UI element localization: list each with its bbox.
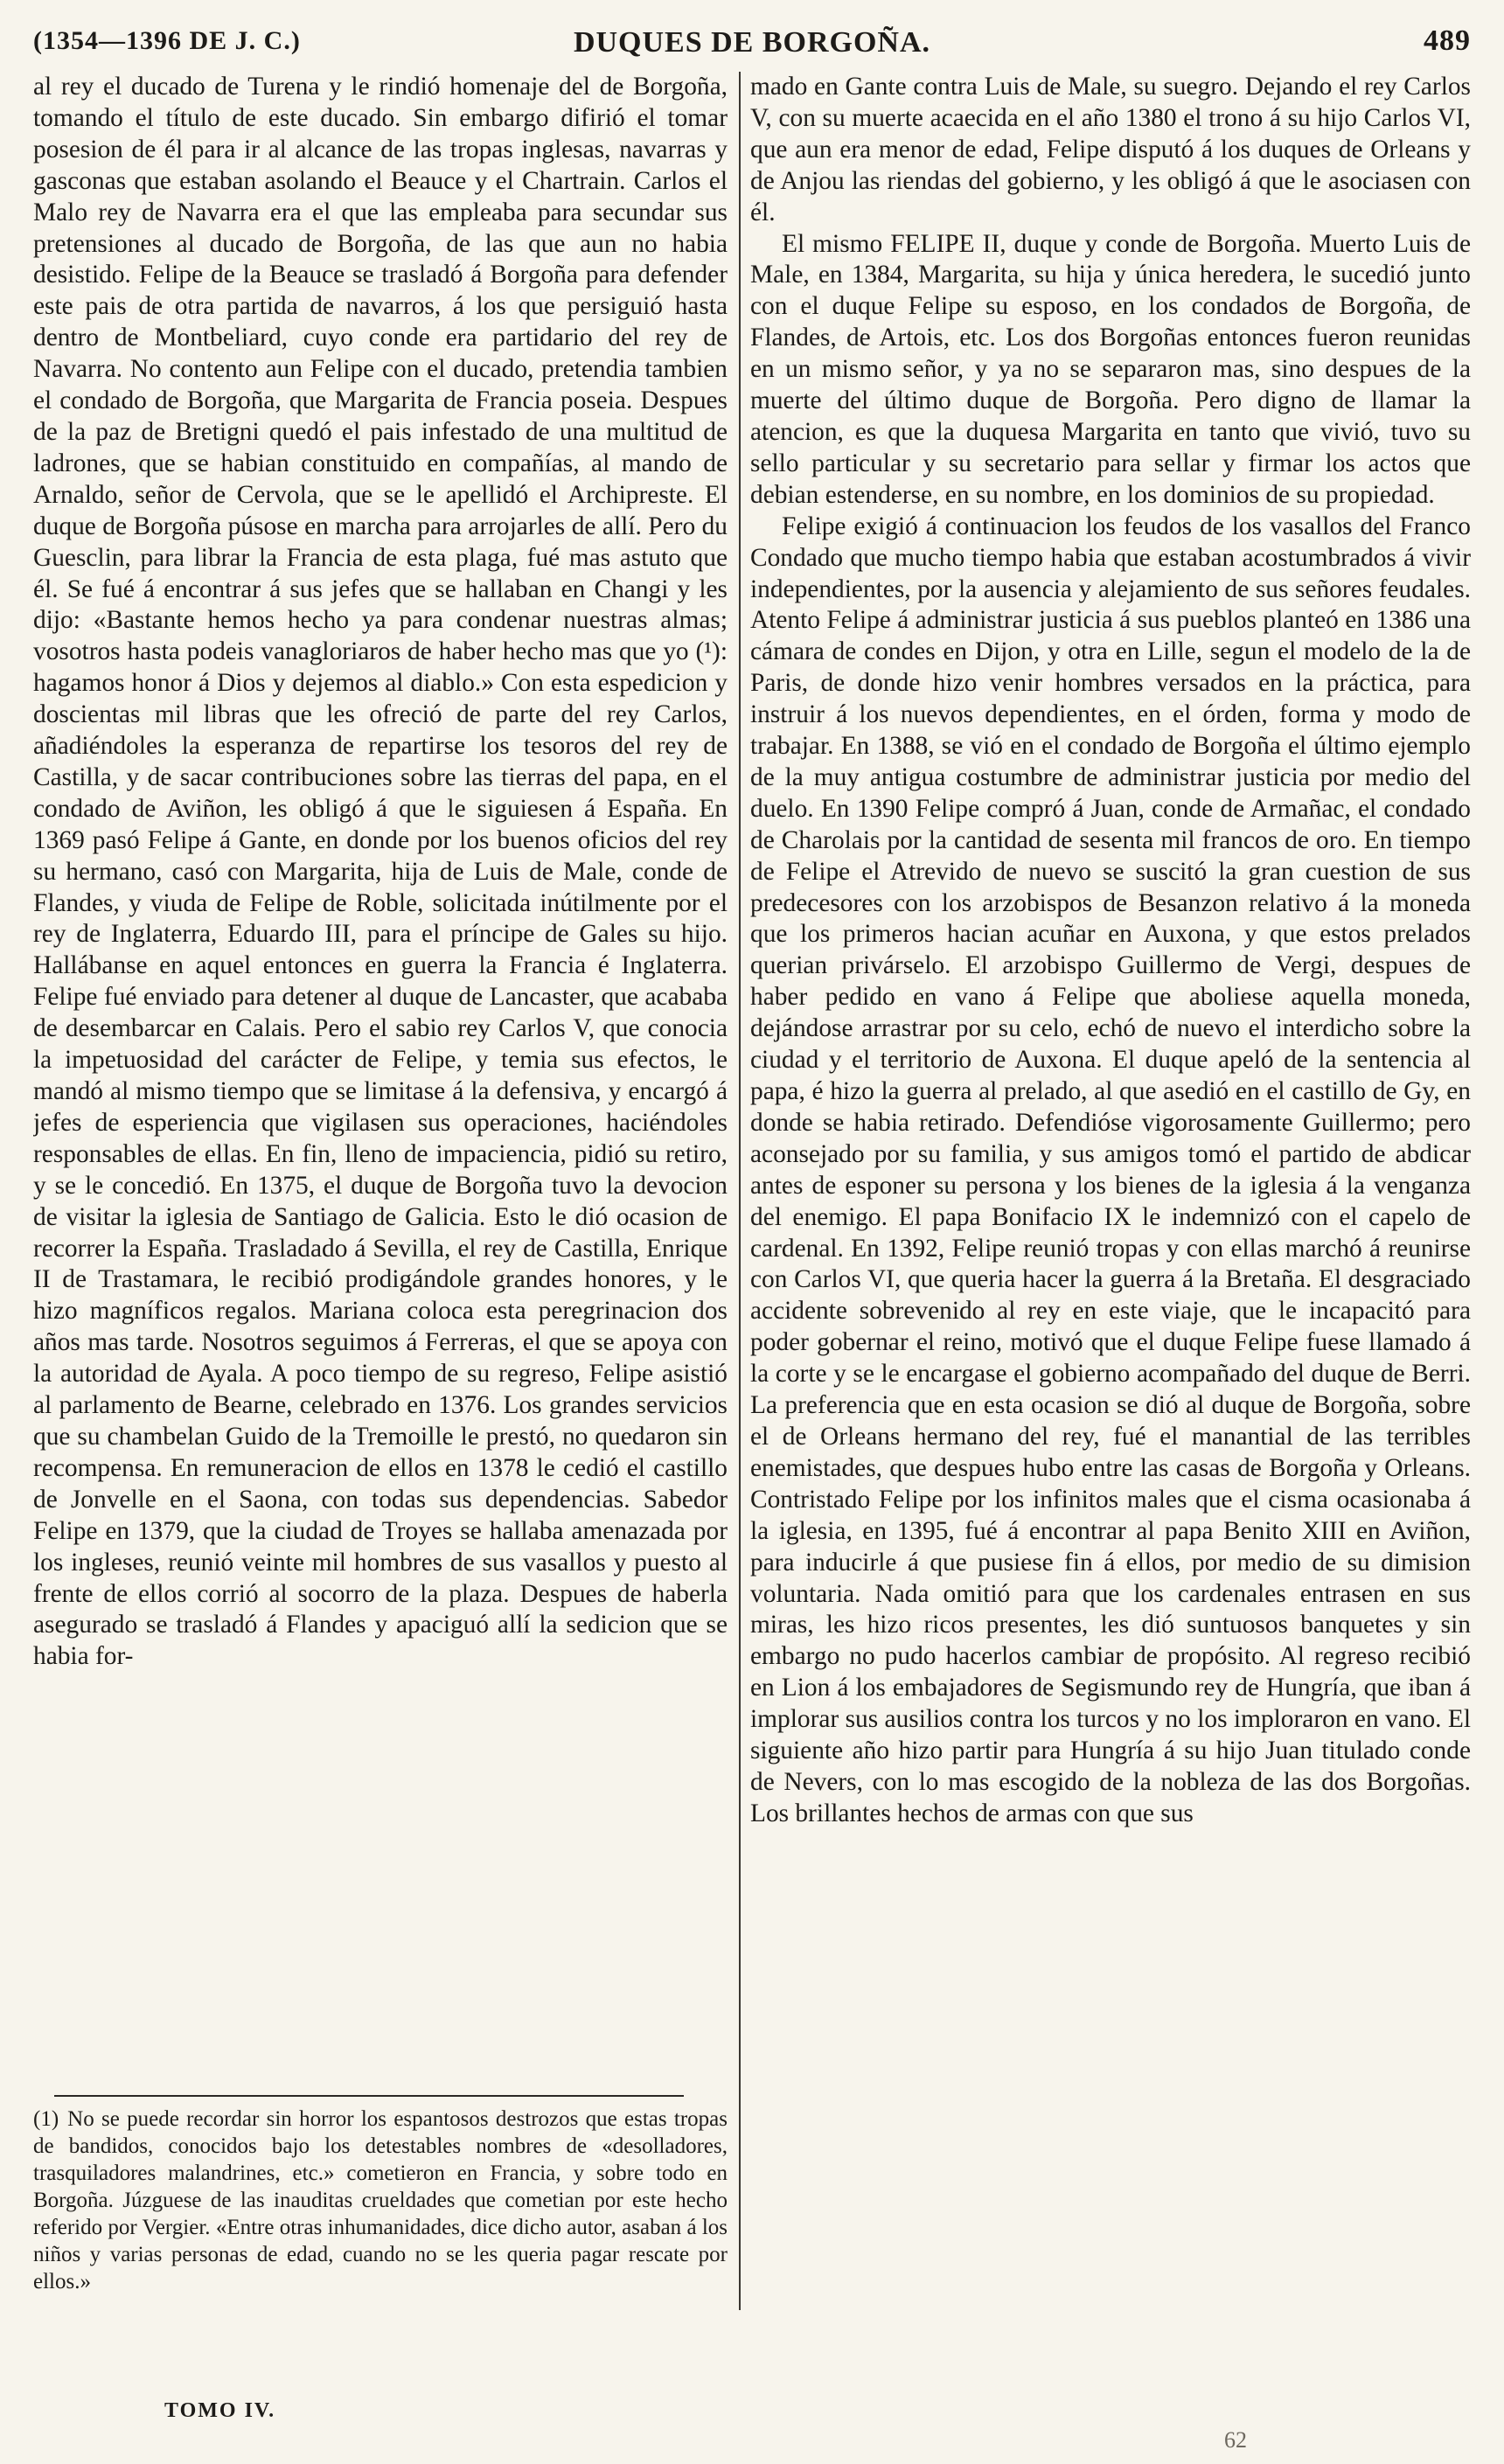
footnote-divider — [54, 2095, 684, 2097]
footnote-text: No se puede recordar sin horror los espantosos destrozos que estas tropas de bandidos, conocidos bajo los detestables nombres de «desolladores, trasquiladores malandrines, etc.» cometieron en Francia, y sobre todo en Borgoña. Júzguese de las inauditas crueldades que cometian por este hecho referido por Vergier. «Entre otras inhumanidades, dice dicho autor, asaban á los niños y varias personas de edad, cuando no se les queria pagar rescate por ellos.» — [33, 2107, 728, 2293]
column-divider — [739, 72, 741, 2310]
right-paragraph-3: Felipe exigió á continuacion los feudos de los vasallos del Franco Condado que mucho tiempo habia que estaban acostumbrados á vivir independientes, por la ausencia y alejamiento de sus señores feudales. Atento Felipe á administrar justicia á sus pueblos planteó en 1386 una cámara de condes en Dijon, y otra en Lille, segun el modelo de la de Paris, de donde hizo venir hombres versados en la práctica, para instruir á los nuevos dependientes, en el órden, forma y modo de trabajar. En 1388, se vió en el condado de Borgoña el último ejemplo de la muy antigua costumbre de administrar justicia por medio del duelo. En 1390 Felipe compró á Juan, conde de Armañac, el condado de Charolais por la cantidad de sesenta mil francos de oro. En tiempo de Felipe el Atrevido de nuevo se suscitó la gran cuestion de sus predecesores con los arzobispos de Besanzon relativo á la moneda que los primeros hacian acuñar en Auxona, y que estos prelados querian privárselo. El arzobispo Guillermo de Vergi, despues de haber pedido en vano á Felipe que aboliese aquella moneda, dejándose arrastrar por su celo, echó de nuevo el interdicho sobre la ciudad y el territorio de Auxona. El duque apeló de la sentencia al papa, é hizo la guerra al prelado, al que asedió en el castillo de Gy, en donde se habia retirado. Defendióse vigorosamente Guillermo; pero aconsejado por su familia, y sus amigos tomó el partido de abdicar antes de esponer su persona y los bienes de la iglesia á la venganza del enemigo. El papa Bonifacio IX le indemnizó con el capelo de cardenal. En 1392, Felipe reunió tropas y con ellas marchó á reunirse con Carlos VI, que queria hacer la guerra á la Bretaña. El desgraciado accidente sobrevenido al rey en este viaje, que le incapacitó para poder gobernar el reino, motivó que el duque Felipe fuese llamado á la corte y se le encargase el gobierno acompañado del duque de Berri. La preferencia que en esta ocasion se dió al duque de Borgoña, sobre el de Orleans hermano del rey, fué el manantial de las terribles enemistades, que despues hubo entre las casas de Borgoña y Orleans. Contristado Felipe por los infinitos males que el cisma ocasionaba á la iglesia, en 1395, fué á encontrar al papa Benito XIII en Aviñon, para inducirle á que pusiese fin á ellos, por medio de su dimision voluntaria. Nada omitió para que los cardenales entrasen en sus miras, les hizo ricos presentes, les dió suntuosos banquetes y sin embargo no pudo hacerlos cambiar de propósito. Al regreso recibió en Lion á los embajadores de Segismundo rey de Hungría, que iban á implorar sus ausilios contra los turcos y no los imploraron en vano. El siguiente año hizo partir para Hungría á su hijo Juan titulado conde de Nevers, con lo mas escogido de la nobleza de las dos Borgoñas. Los brillantes hechos de armas con que sus — [750, 512, 1471, 1827]
page-number: 489 — [1424, 24, 1471, 57]
left-paragraph-1: al rey el ducado de Turena y le rindió homenaje del de Borgoña, tomando el título de este ducado. Sin embargo difirió el tomar posesion de él para ir al alcance de las tropas inglesas, navarras y gasconas que estaban asolando el Beauce y el Chartrain. Carlos el Malo rey de Navarra era el que las empleaba para secundar sus pretensiones al ducado de Borgoña, de las que aun no habia desistido. Felipe de la Beauce se trasladó á Borgoña para defender este pais de otra partida de navarros, á los que persiguió hasta dentro de Montbeliard, cuyo conde era partidario del rey de Navarra. No contento aun Felipe con el ducado, pretendia tambien el condado de Borgoña, que Margarita de Francia poseia. Despues de la paz de Bretigni quedó el pais infestado de una multitud de ladrones, que se habian constituido en compañías, al mando de Arnaldo, señor de Cervola, que se le apellidó el Archipreste. El duque de Borgoña púsose en marcha para arrojarles de allí. Pero du Guesclin, para librar la Francia de esta plaga, fué mas astuto que él. Se fué á encontrar á sus jefes que se hallaban en Changi y les dijo: «Bastante hemos hecho ya para condenar nuestras almas; vosotros hasta podeis vanagloriaros de haber hecho mas que yo (¹): hagamos honor á Dios y dejemos al diablo.» Con esta espedicion y doscientas mil libras que les ofreció de parte del rey Carlos, añadiéndoles la esperanza de repartirse los tesoros del rey de Castilla, y de sacar contribuciones sobre las tierras del papa, en el condado de Aviñon, les obligó á que le siguiesen á España. En 1369 pasó Felipe á Gante, en donde por los buenos oficios del rey su hermano, casó con Margarita, hija de Luis de Male, conde de Flandes, y viuda de Felipe de Roble, solicitada inútilmente por el rey de Inglaterra, Eduardo III, para el príncipe de Gales su hijo. Hallábanse en aquel entonces en guerra la Francia é Inglaterra. Felipe fué enviado para detener al duque de Lancaster, que acababa de desembarcar en Calais. Pero el sabio rey Carlos V, que conocia la impetuosidad del carácter de Felipe, y temia sus efectos, le mandó al mismo tiempo que se limitase á la defensiva, y encargó á jefes de esperiencia que vigilasen sus operaciones, haciéndoles responsables de ellas. En fin, lleno de impaciencia, pidió su retiro, y se le concedió. En 1375, el duque de Borgoña tuvo la devocion de visitar la iglesia de Santiago de Galicia. Esto le dió ocasion de recorrer la España. Trasladado á Sevilla, el rey de Castilla, Enrique II de Trastamara, le recibió prodigándole grandes honores, y le hizo magníficos regalos. Mariana coloca esta peregrinacion dos años mas tarde. Nosotros seguimos á Ferreras, el que se apoya con la autoridad de Ayala. A poco tiempo de su regreso, Felipe asistió al parlamento de Bearne, celebrado en 1376. Los grandes servicios que su chambelan Guido de la Tremoille le prestó, no quedaron sin recompensa. En remuneracion de ellos en 1378 le cedió el castillo de Jonvelle en el Saona, con todas sus dependencias. Sabedor Felipe en 1379, que la ciudad de Troyes se hallaba amenazada por los ingleses, reunió veinte mil hombres de sus vasallos y puesto al frente de ellos corrió al socorro de la plaza. Despues de haberla asegurado se trasladó á Flandes y apaciguó allí la sedicion que se habia for- — [33, 73, 728, 1671]
footnote-marker: (1) — [33, 2107, 59, 2131]
right-paragraph-1: mado en Gante contra Luis de Male, su suegro. Dejando el rey Carlos V, con su muerte acaecida en el año 1380 el trono á su hijo Carlos VI, que aun era menor de edad, Felipe disputó á los duques de Orleans y de Anjou las riendas del gobierno, y les obligó á que le asociasen con él. — [750, 73, 1471, 226]
right-column — [750, 72, 1471, 2398]
left-column — [33, 72, 728, 2083]
volume-label: TOMO IV. — [164, 2399, 276, 2422]
printer-signature: 62 — [1224, 2427, 1247, 2453]
header-date-range: (1354—1396 DE J. C.) — [33, 26, 301, 55]
header-title: DUQUES DE BORGOÑA. — [573, 26, 931, 59]
running-header — [33, 19, 1471, 63]
right-paragraph-2: El mismo FELIPE II, duque y conde de Borgoña. Muerto Luis de Male, en 1384, Margarita, su hija y única heredera, le sucedió junto con el duque Felipe su esposo, en los condados de Borgoña, de Flandes, de Artois, etc. Los dos Borgoñas entonces fueron reunidas en un mismo señor, y ya no se separaron mas, sino despues de la muerte del último duque de Borgoña. Pero digno de llamar la atencion, es que la duquesa Margarita en tanto que vivió, tuvo su sello particular y su secretario para sellar y firmar los actos que debian estenderse, en su nombre, en los dominios de su propiedad. — [750, 229, 1471, 509]
footnote — [33, 2106, 728, 2295]
